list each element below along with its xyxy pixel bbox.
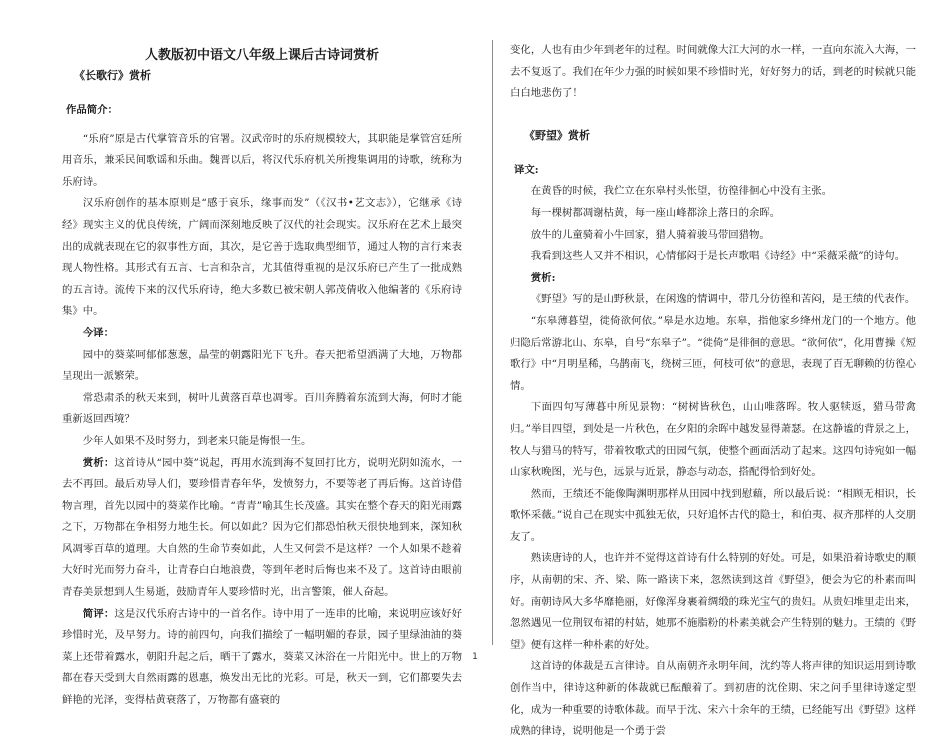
section-title-yewang: 《野望》赏析	[524, 128, 590, 142]
yewang-appreciation-label: 赏析:	[530, 271, 556, 284]
translation-line: 每一棵树都凋谢枯黄，每一座山峰都涂上落日的余晖。	[530, 206, 781, 219]
appreciation-paragraph: 《野望》写的是山野秋景，在闲逸的情调中，带几分彷徨和苦闷，是王绩的代表作。	[530, 293, 916, 306]
appreciation-paragraph	[62, 453, 462, 604]
intro-paragraph: 汉乐府创作的基本原则是“感于哀乐，缘事而发”（《汉书•艺文志》），它继承《诗经》现实主义的优良传统，广阔而深刻地反映了汉代的社会现实。汉乐府在艺术上最突出的成就表现在它的叙事性方面，其次，是它善于选取典型细节，通过人物的言行来表现人物性格。其形式有五言、七言和杂言，尤其值得重视的是汉乐府已产生了一批成熟的五言诗。流传下来的汉代乐府诗，绝大多数已被宋朝人郭茂倩收入他编著的《乐府诗集》中。	[62, 197, 462, 318]
translation-line: 在黄昏的时候，我伫立在东皋村头怅望，彷徨徘徊心中没有主张。	[530, 185, 833, 198]
appreciation-paragraph: 然而，王绩还不能像陶渊明那样从田园中找到慰藉，所以最后说：“相顾无相识，长歌怀采薇。”说自己在现实中孤独无依，只好追怀古代的隐士，和伯夷、叔齐那样的人交朋友了。	[510, 487, 916, 543]
document-title: 人教版初中语文八年级上课后古诗词赏析	[144, 48, 379, 63]
appreciation-paragraph: “东皋薄暮望，徙倚欲何依。”皋是水边地。东皋，指他家乡绛州龙门的一个地方。他归隐后常游北山、东皋，自号“东皋子”。“徙倚”是徘徊的意思。“欲何依”，化用曹操《短歌行》中“月明星稀，乌鹊南飞，绕树三匝，何枝可依”的意思，表现了百无聊赖的彷徨心情。	[510, 314, 916, 392]
translation-paragraph: 常恐肃杀的秋天来到，树叶儿黄落百草也凋零。百川奔腾着东流到大海，何时才能重新返回西境？	[62, 391, 462, 426]
translation-paragraph: 园中的葵菜呵郁郁葱葱，晶莹的朝露阳光下飞升。春天把希望洒满了大地，万物都呈现出一派繁荣。	[62, 348, 462, 383]
appreciation-paragraph: 熟读唐诗的人，也许并不觉得这首诗有什么特别的好处。可是，如果沿着诗歌史的顺序，从南朝的宋、齐、梁、陈一路读下来，忽然读到这首《野望》，便会为它的朴素而叫好。南朝诗风大多华靡艳丽，好像浑身裹着绸缎的珠光宝气的贵妇。从贵妇堆里走出来，忽然遇见一位荆钗布裙的村姑，她那不施脂粉的朴素美就会产生特别的魅力。王绩的《野望》便有这样一种朴素的好处。	[510, 552, 916, 651]
translation-line: 我看到这些人又并不相识，心情郁闷于是长声歌唱《诗经》中“采薇采薇”的诗句。	[530, 250, 906, 263]
continuation-paragraph: 变化，人也有由少年到老年的过程。时间就像大江大河的水一样，一直向东流入大海，一去不复返了。我们在年少力强的时候如果不珍惜时光，好好努力的话，到老的时候就只能白白地悲伤了！	[510, 44, 916, 100]
appreciation-paragraph: 下面四句写薄暮中所见景物：“树树皆秋色，山山唯落晖。牧人驱犊返，猎马带禽归。”举目四望，到处是一片秋色，在夕阳的余晖中越发显得萧瑟。在这静谧的背景之上，牧人与猎马的特写，带着牧歌式的田园气氛，使整个画面活动了起来。这四句诗宛如一幅山家秋晚图，光与色，远景与近景，静态与动态，搭配得恰到好处。	[510, 401, 916, 479]
intro-label: 作品简介：	[66, 104, 118, 116]
section-title-changgexing: 《长歌行》赏析	[74, 69, 151, 82]
brief-text: 这是汉代乐府古诗中的一首名作。诗中用了一连串的比喻，来说明应该好好珍惜时光，及早努力。诗的前四句，向我们描绘了一幅明媚的春景，园子里绿油油的葵菜上还带着露水，朝阳升起之后，晒干了露水，葵菜又沐浴在一片阳光中。世上的万物都在春天受到大自然雨露的恩惠，焕发出无比的光彩。可是，秋天一到，它们都要失去鲜艳的光泽，变得枯黄衰落了，万物都有盛衰的	[62, 607, 463, 707]
appreciation-paragraph: 这首诗的体裁是五言律诗。自从南朝齐永明年间，沈约等人将声律的知识运用到诗歌创作当中，律诗这种新的体裁就已酝酿着了。到初唐的沈佺期、宋之问手里律诗遂定型化，成为一种重要的诗歌体裁。而早于沈、宋六十余年的王绩，已经能写出《野望》这样成熟的律诗，说明他是一个勇于尝	[510, 660, 916, 738]
translation-paragraph: 少年人如果不及时努力，到老来只能是悔恨一生。	[82, 434, 312, 447]
yewang-translation-label: 译文:	[514, 163, 539, 176]
appreciation-text: 这首诗从“园中葵”说起，再用水流到海不复回打比方，说明光阴如流水，一去不再回。最后劝导人们，要珍惜青春年华，发愤努力，不要等老了再后悔。这首诗借物言理，首先以园中的葵菜作比喻。“青青”喻其生长茂盛。其实在整个春天的阳光雨露之下，万物都在争相努力地生长。何以如此？因为它们都恐怕秋天很快地到来，深知秋风凋零百草的道理。大自然的生命节奏如此，人生又何尝不是这样？一个人如果不趁着大好时光而努力奋斗，让青春白白地浪费，等到年老时后悔也来不及了。这首诗由眼前青春美景想到人生易逝，鼓励青年人要珍惜时光，出言警策，催人奋起。	[62, 456, 463, 599]
page-number: 1	[472, 652, 478, 662]
left-column	[62, 38, 462, 712]
translation-line: 放牛的儿童骑着小牛回家，猎人骑着骏马带回猎物。	[530, 228, 770, 241]
column-divider	[492, 40, 493, 645]
right-column	[510, 40, 916, 743]
brief-label: 简评：	[82, 607, 115, 620]
intro-paragraph: “乐府”原是古代掌管音乐的官署。汉武帝时的乐府规模较大，其职能是掌管宫廷所用音乐，兼采民间歌谣和乐曲。魏晋以后，将汉代乐府机关所搜集调用的诗歌，统称为乐府诗。	[62, 132, 462, 188]
appreciation-label: 赏析：	[82, 456, 115, 469]
translation-label: 今译：	[82, 326, 114, 339]
